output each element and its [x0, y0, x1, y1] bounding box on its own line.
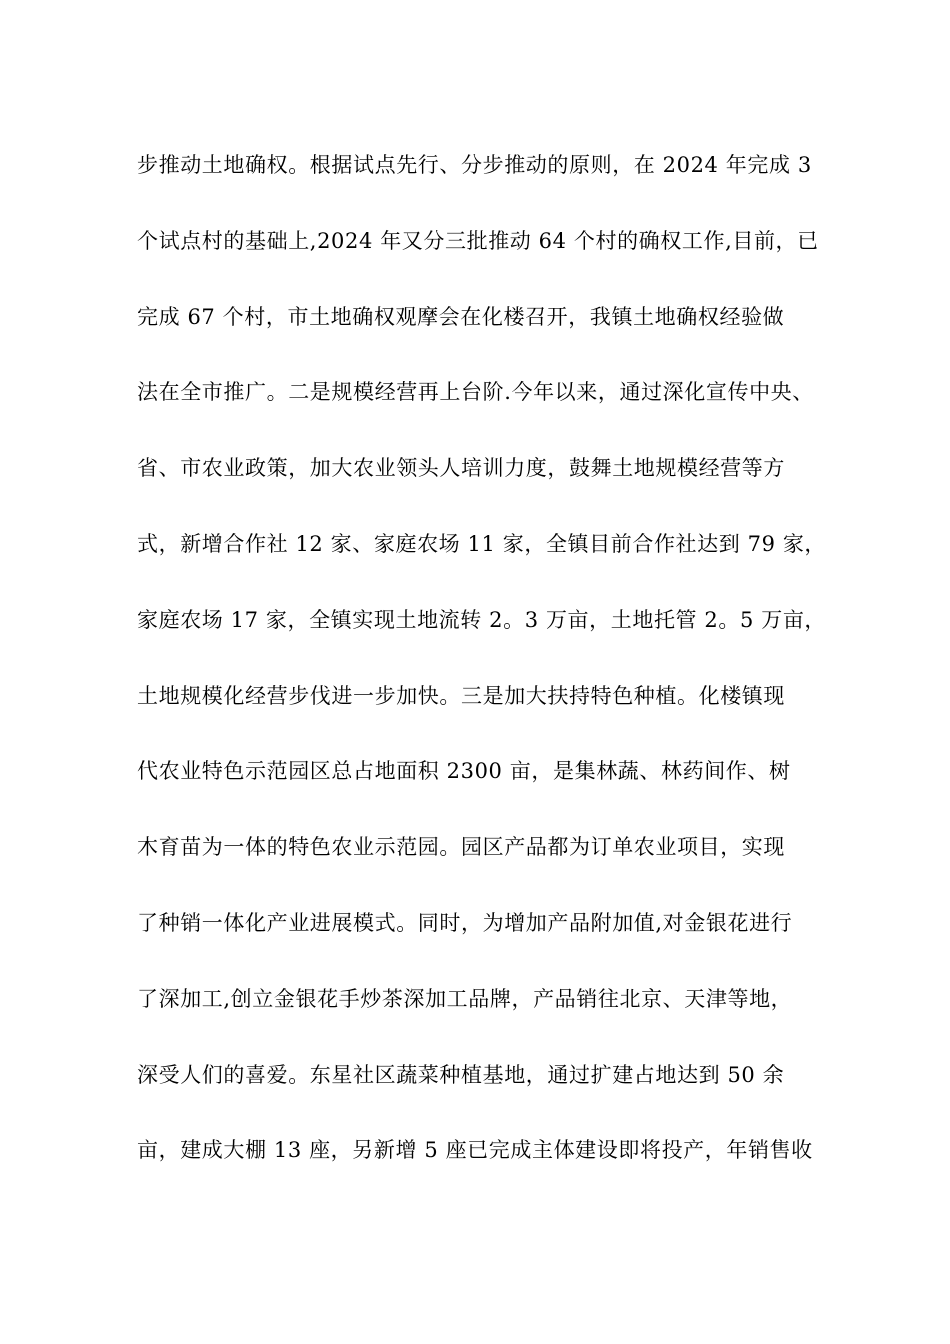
body-text [137, 146, 837, 1207]
text-line: 法在全市推广。二是规模经营再上台阶.今年以来，通过深化宣传中央、 [137, 380, 814, 405]
text-line: 深受人们的喜爱。东星社区蔬菜种植基地，通过扩建占地达到 50 余 [137, 1062, 785, 1087]
text-line: 步推动土地确权。根据试点先行、分步推动的原则，在 2024 年完成 3 [137, 153, 812, 177]
text-line: 亩，建成大棚 13 座，另新增 5 座已完成主体建设即将投产，年销售收 [137, 1138, 813, 1163]
text-line: 家庭农场 17 家，全镇实现土地流转 2。3 万亩，土地托管 2。5 万亩， [137, 607, 827, 632]
text-line: 了深加工,创立金银花手炒茶深加工品牌，产品销往北京、天津等地， [137, 986, 793, 1011]
text-line: 个试点村的基础上,2024 年又分三批推动 64 个村的确权工作,目前，已 [137, 228, 819, 253]
text-line: 式，新增合作社 12 家、家庭农场 11 家，全镇目前合作社达到 79 家， [137, 531, 827, 556]
text-line: 完成 67 个村，市土地确权观摩会在化楼召开，我镇土地确权经验做 [137, 304, 785, 329]
text-line: 省、市农业政策，加大农业领头人培训力度，鼓舞土地规模经营等方 [137, 456, 785, 481]
text-line: 了种销一体化产业进展模式。同时，为增加产品附加值,对金银花进行 [137, 910, 793, 935]
text-line: 木育苗为一体的特色农业示范园。园区产品都为订单农业项目，实现 [137, 835, 785, 860]
text-line: 土地规模化经营步伐进一步加快。三是加大扶持特色种植。化楼镇现 [137, 683, 785, 708]
text-line: 代农业特色示范园区总占地面积 2300 亩，是集林蔬、林药间作、树 [137, 759, 791, 784]
